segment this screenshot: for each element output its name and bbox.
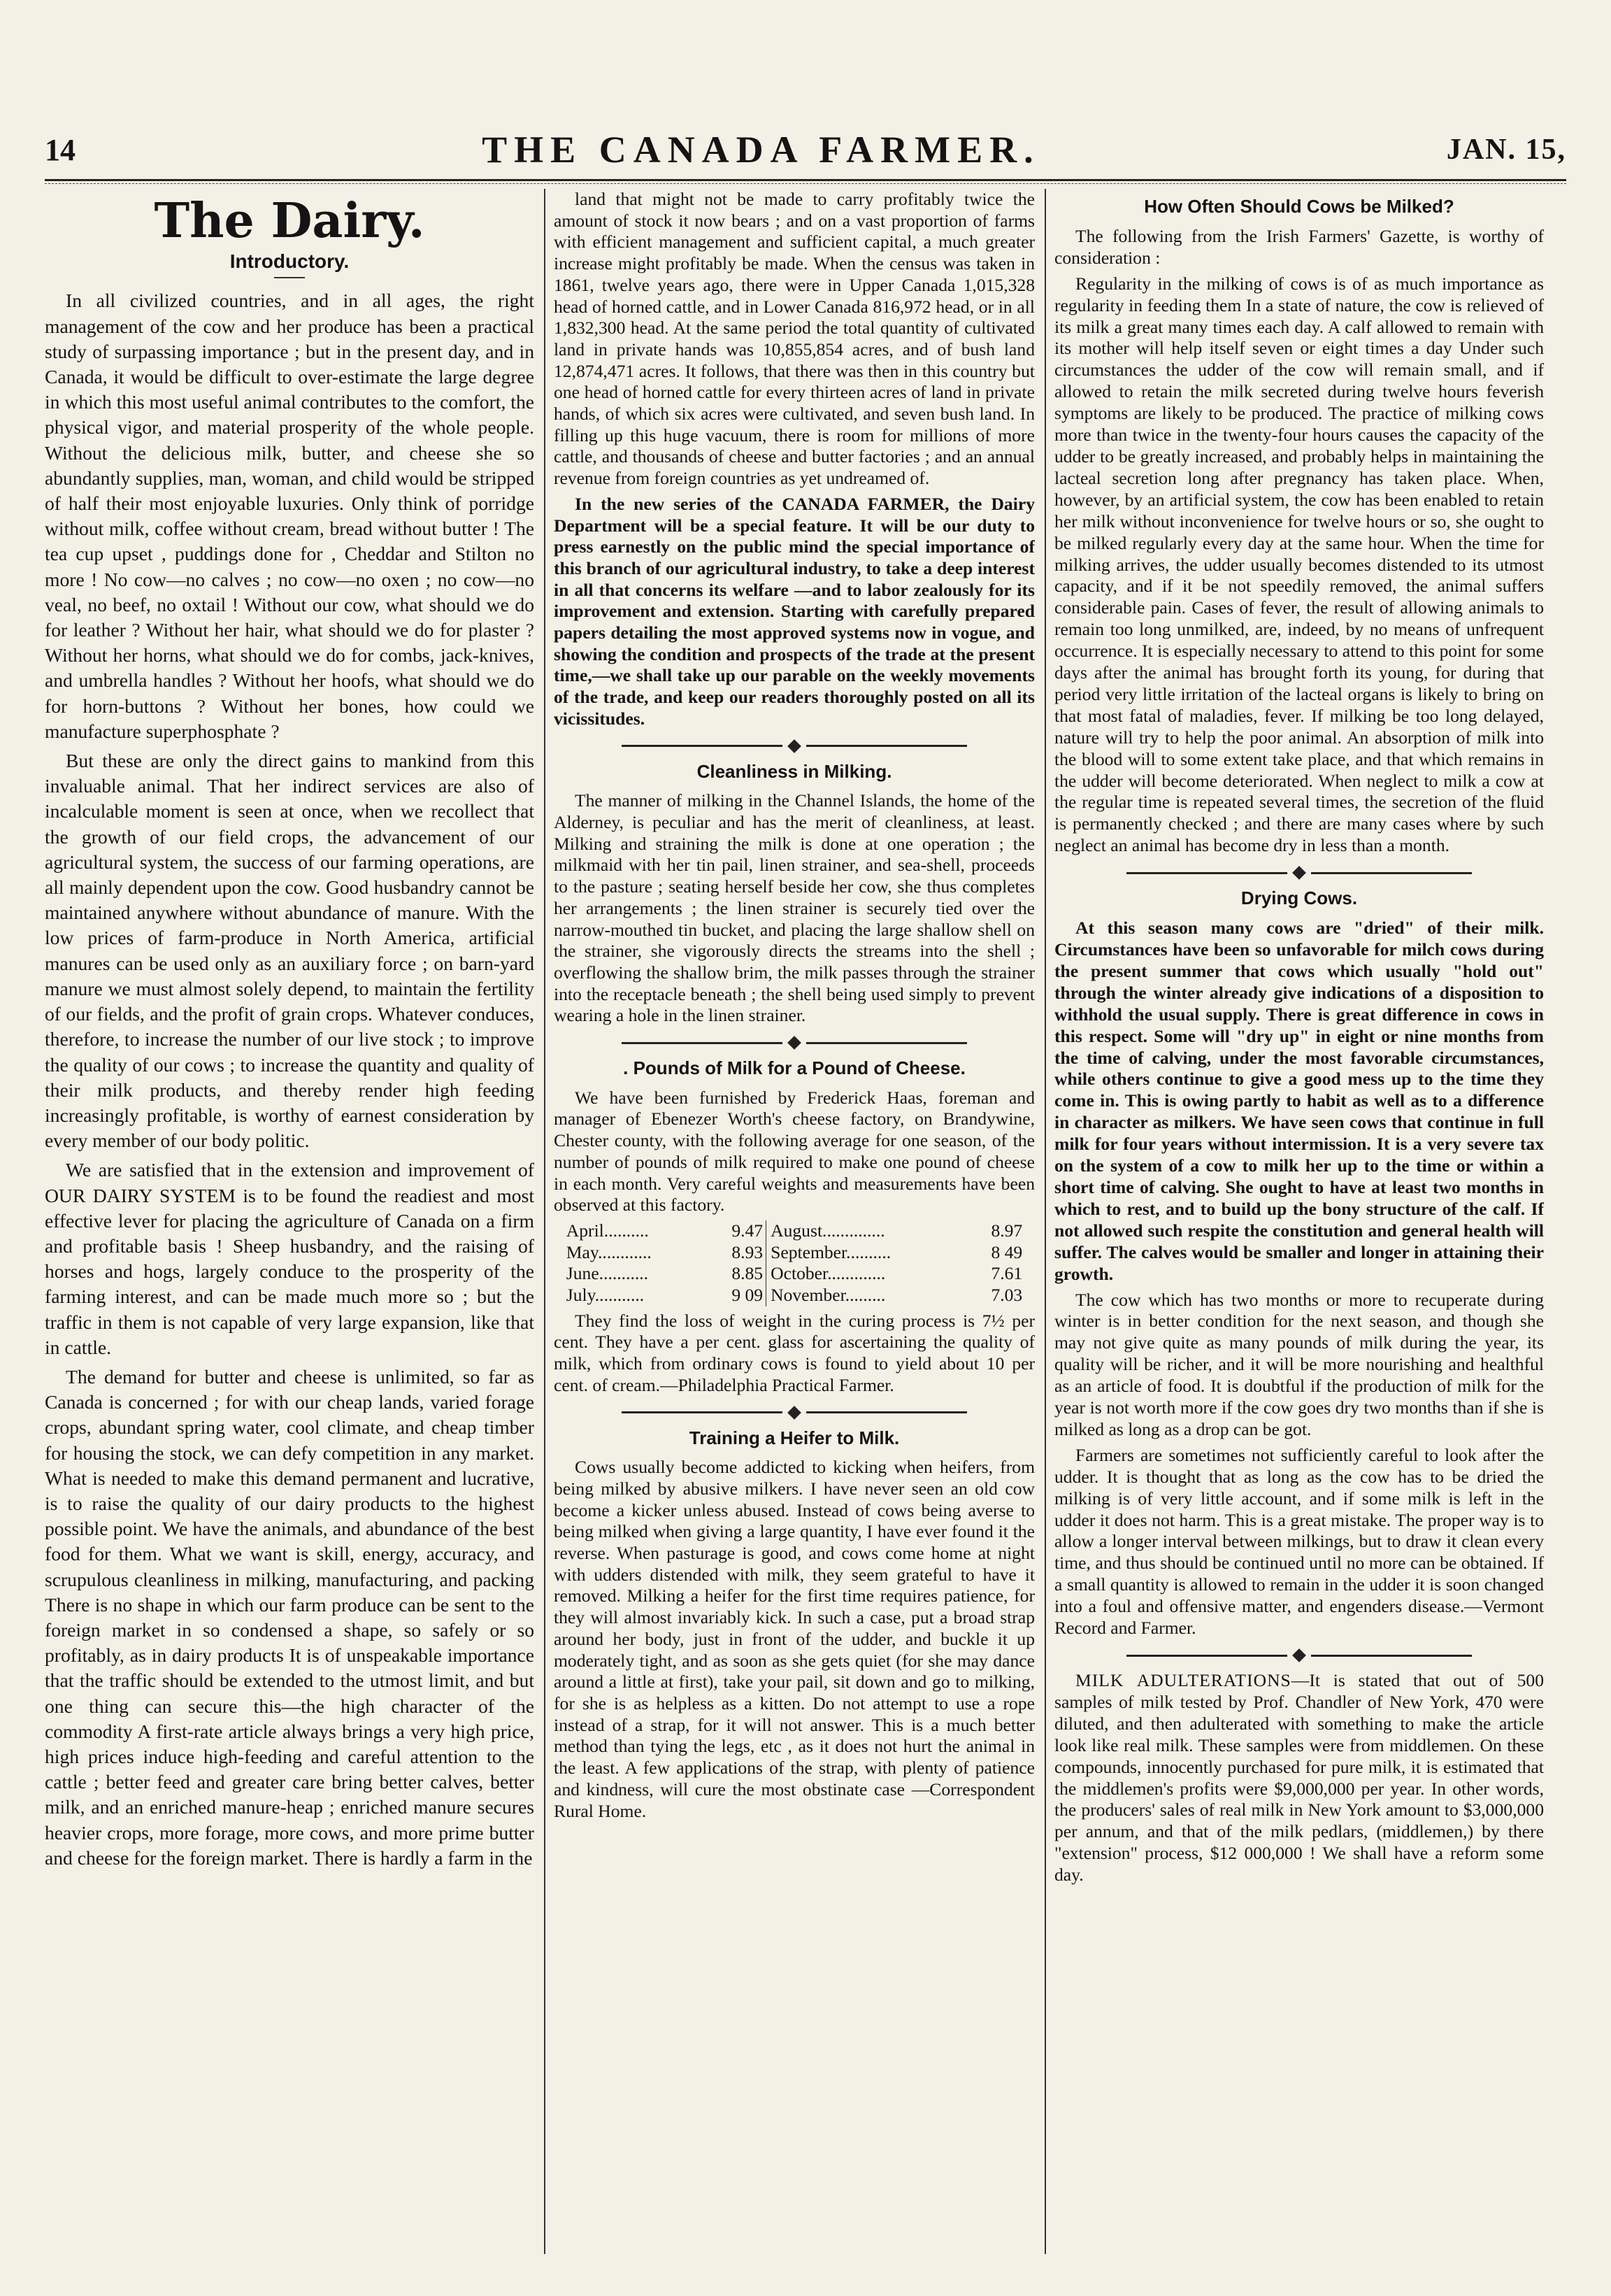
ornamental-divider [554,1038,1035,1048]
paragraph: The manner of milking in the Channel Islands, the home of the Alderney, is peculiar and has the merit of cleanliness, at least. Milking and straining the milk is done at one operation ; the milkmaid with her tin pail, linen strainer, and sea-shell, proceeds to the pasture ; seating herself beside her cow, she thus completes her arrangements ; the linen strainer is securely tied over the narrow-mouthed tin bucket, and placing the large shallow shell on the strainer, she vigorously directs the streams into the shell ; overflowing the shallow brim, the milk passes through the strainer into the receptacle beneath ; the shell being used simply to prevent wearing a hole in the linen strainer. [554,790,1035,1026]
month-cell: June........... [566,1263,649,1284]
paragraph: Cows usually become addicted to kicking when heifers, from being milked by abusive milkers. I have never seen an old cow become a kicker unless abused. Instead of cows being averse to being milked when giving a large quantity, I have ever found it the reverse. When pasturage is good, and cows come home at night with udders distended with milk, they seem grateful to have it removed. Milking a heifer for the first time requires patience, for they will almost invariably kick. In such a case, put a broad strap around her body, just in front of the udder, and buckle it up moderately tight, and as soon as she gets quiet (for she may dance around a little at first), take your pail, sit down and go to milking, for she is as helpless as a kitten. Do not attempt to use a rope instead of a strap, for it will not answer. This is a much better method than tying the legs, etc , as it does not hurt the animal in the least. A few applications of the strap, with plenty of patience and kindness, will cure the most obstinate case —Correspondent Rural Home. [554,1457,1035,1821]
paragraph: Farmers are sometimes not sufficiently careful to look after the udder. It is thought that as long as the cow has to be dried the milking is of very little account, and if some milk is left in the udder it does not harm. This is a great mistake. The proper way is to allow a longer interval between milkings, but to draw it clean every time, and thus should be continued until no more can be obtained. If a small quantity is allowed to remain in the udder it is soon changed into a foul and offensive matter, and engenders disease.—Vermont Record and Farmer. [1054,1444,1544,1639]
column-divider [1045,189,1046,2254]
paragraph: They find the loss of weight in the curing process is 7½ per cent. They have a per cent. glass for ascertaining the quality of milk, which from ordinary cows is found to yield about 10 per cent. of cream.—Philadelphia Practical Farmer. [554,1310,1035,1395]
masthead [45,124,1566,175]
issue-date: JAN. 15, [1446,134,1566,166]
paragraph-body: —It is stated that out of 500 samples of milk tested by Prof. Chandler of New York, 470 were diluted, and then adulterated with something to make the article look like real milk. These samples were from middlemen. On these compounds, innocently purchased for pure milk, it is estimated that the middlemen's profits were $9,000,000 per year. In other words, the producers' sales of real milk in New York amount to $3,000,000 per annum, and that of the milk pedlars, (middlemen,) by there "extension" process, $12 000,000 ! We shall have a reform some day. [1054,1670,1544,1885]
month-cell: July........... [566,1285,645,1306]
paragraph [1054,1670,1544,1886]
header-rule-dashed [45,183,1566,184]
paragraph: We have been furnished by Frederick Haas, foreman and manager of Ebenezer Worth's cheese factory, on Brandywine, Chester county, with the following average for one season, of the number of pounds of milk required to make one pound of cheese in each month. Very careful weights and measurements have been observed at this factory. [554,1087,1035,1215]
month-cell: May............ [566,1241,652,1262]
paragraph: land that might not be made to carry profitably twice the amount of stock it now bears ; and on a vast proportion of farms with efficient management and sufficient capital, a much greater increase might profitably be made. When the census was taken in 1861, twelve years ago, there were in Upper Canada 1,015,328 head of horned cattle, and in Lower Canada 816,972 head, or in all 1,832,300 head. At the same period the total quantity of cultivated land in private hands was 10,855,854 acres, and of bush land 12,874,471 acres. It follows, that there was then in this country but one head of horned cattle for every thirteen acres of land in private hands, of which six acres were cultivated, and seven bush land. In filling up this huge vacuum, there is room for millions of more cattle, and thousands of cheese and butter factories ; and an annual revenue from foreign countries as yet undreamed of. [554,189,1035,489]
value-cell: 8.93 [731,1241,764,1262]
subhead-rule [274,277,305,278]
value-cell: 8 49 [991,1241,1023,1262]
milk-per-cheese-table [564,1220,1025,1306]
ornamental-divider [1054,868,1544,878]
table-row [564,1242,1025,1264]
paragraph: Regularity in the milking of cows is of as much importance as regularity in feeding them In a state of nature, the cow is relieved of its milk a great many times each day. A calf allowed to remain with its mother will help itself seven or eight times a day Under such circumstances the udder of the cow will remain small, and if allowed to retain the milk secreted during twelve hours feverish symptoms are likely to be produced. The practice of milking cows more than twice in the twenty-four hours causes the capacity of the udder to be greatly increased, and probably helps in maintaining the lacteal secretion long after pregnancy has taken place. When, however, by an artificial system, the cow has been enabled to retain her milk without inconvenience for twelve hours or so, she ought to be milked regularly every day at the same hour. When the time for milking arrives, the udder usually becomes distended to its utmost capacity, and if it be not speedily removed, the animal suffers considerable pain. Cases of fever, the result of allowing animals to remain too long unmilked, are, indeed, by no means of unfrequent occurrence. It is especially necessary to attend to this point for some days after the animal has brought forth its young, for during that period very little irritation of the lacteal organs is likely to bring on that most fatal of maladies, fever. If milking be too long delayed, nature will try to help the poor animal. An absorption of milk into the blood will to some extent take place, and that which remains in the udder will become deteriorated. When neglect to milk a cow at the regular time is repeated several times, the secretion of the fluid is permanently checked ; and there are many cases where by such neglect an animal has become dry in less than a month. [1054,273,1544,856]
table-row [564,1220,1025,1242]
section-title: The Dairy. [154,193,425,249]
paragraph: At this season many cows are "dried" of their milk. Circumstances have been so unfavorable for milch cows during the present summer that cows which usually "hold out" through the winter already give indications of a disposition to withhold the usual supply. There is great difference in cows in this respect. Some will "dry up" in eight or nine months from the time of calving, under the most favorable circumstances, while others continue to give a good mess up to the time they come in. This is owing partly to habit as well as to a difference in character as milkers. We have seen cows that continue in full milk for four years without intermission. It is a very severe tax on the system of a cow to milk her up to the time or within a short time of calving. She ought to have at least two months in which to rest, and to build up the bony structure of the calf. If not allowed such respite the constitution and general health will suffer. The calves would be smaller and longer in attaining their growth. [1054,918,1544,1284]
newspaper-title: THE CANADA FARMER. [482,129,1040,171]
month-cell: April.......... [566,1220,649,1241]
month-cell: September.......... [771,1241,892,1262]
paragraph: The following from the Irish Farmers' Gazette, is worthy of consideration : [1054,225,1544,268]
header-rule [45,179,1566,181]
paragraph: The demand for butter and cheese is unlimited, so far as Canada is concerned ; for with our cheap lands, varied forage crops, abundant spring water, cool climate, and cheap timber for housing the stock, we can defy competition in any market. What is needed to make this demand permanent and lucrative, is to raise the quality of our dairy products to the highest possible point. We have the animals, and abundance of the best food for them. What we want is skill, energy, accuracy, and scrupulous cleanliness in milking, manufacturing, and packing There is no shape in which our farm produce can be sent to the foreign market in so condensed a shape, so safely or so profitably, as in dairy products It is of unspeakable importance that the traffic should be extended to the utmost limit, and but one thing can secure this—the high character of the commodity A first-rate article always brings a very high price, high prices induce high-feeding and careful attention to the cattle ; better feed and greater care bring better calves, better milk, and an enriched manure-heap ; enriched manure secures heavier crops, more forage, more cows, and more prime butter and cheese for the foreign market. There is hardly a farm in the [45,1365,534,1869]
paragraph: In the new series of the CANADA FARMER, the Dairy Department will be a special feature. It will be our duty to press earnestly on the public mind the special importance of this branch of our agricultural industry, to take a deep interest in all that concerns its welfare —and to labor zealously for its improvement and extension. Starting with carefully prepared papers detailing the most approved systems now in vogue, and showing the condition and prospects of the trade at the present time,—we shall take up our parable on the weekly movements of the trade, and keep our readers thoroughly posted on all its vicissitudes. [554,493,1035,729]
value-cell: 8.97 [991,1220,1023,1241]
page-number: 14 [45,132,76,167]
paragraph: But these are only the direct gains to mankind from this invaluable animal. That her indirect services are also of incalculable moment is seen at once, when we recollect that the growth of our field crops, the advancement of our agricultural system, the success of our farming operations, are all mainly dependent upon the cow. Good husbandry cannot be maintained anywhere without abundance of manure. With the low prices of farm-produce in North America, artificial manures can be used only as an auxiliary force ; on barn-yard manure we must almost solely depend, to maintain the fertility of our fields, and the profit of grain crops. Whatever conduces, therefore, to increase the number of our live stock ; to improve the quality of our cows ; to increase the quantity and quality of their milk products, and thereby render high feeding increasingly profitable, is worthy of earnest consideration by every member of our body politic. [45,750,534,1152]
article-heading: Training a Heifer to Milk. [689,1427,900,1448]
paragraph: In all civilized countries, and in all ages, the right management of the cow and her produce has been a practical study of surpassing importance ; but in the present day, and in Canada, it would be difficult to over-estimate the large degree in which this most useful animal contributes to the comfort, the physical vigor, and material prosperity of the whole people. Without the delicious milk, butter, and cheese she so abundantly supplies, man, woman, and child would be stripped of half their most enjoyable luxuries. Only think of porridge without milk, coffee without cream, bread without butter ! The tea cup upset , puddings done for , Cheddar and Stilton no more ! No cow—no calves ; no cow—no oxen ; no cow—no veal, no beef, no oxtail ! Without our cow, what should we do for leather ? Without her hair, what should we do for plaster ? Without her horns, what should we do for combs, jack-knives, and umbrella handles ? Without her hoofs, what should we do for horn-buttons ? Without her bones, how could we manufacture superphosphate ? [45,290,534,742]
article-subhead: Introductory. [229,250,350,273]
paragraph: We are satisfied that in the extension and improvement of OUR DAIRY SYSTEM is to be found the readiest and most effective lever for placing the agriculture of Canada on a firm and profitable basis ! Sheep husbandry, and the raising of horses and hogs, largely conduce to the prosperity of the farming interest, and can be made much more so ; but the traffic in them is not capable of very large expansion, like that in cattle. [45,1159,534,1358]
paragraph-lead: MILK ADULTERATIONS [1075,1670,1291,1690]
value-cell: 8.85 [731,1263,764,1284]
column-1 [45,189,534,2254]
column-divider [544,189,545,2254]
paragraph: The cow which has two months or more to recuperate during winter is in better condition for the next season, and though she may not give quite as many pounds of milk during the year, its quality will be richer, and it will be more nourishing and healthful as an article of food. It is doubtful if the production of milk for the year is not worth more if the cow goes dry two months than if she is milked as long as a drop can be got. [1054,1289,1544,1439]
article-heading: . Pounds of Milk for a Pound of Cheese. [623,1057,966,1079]
article-heading: Cleanliness in Milking. [696,760,892,782]
column-2 [554,189,1035,2254]
month-cell: October............. [771,1263,886,1284]
month-cell: November......... [771,1285,886,1306]
column-3 [1054,189,1544,2254]
value-cell: 7.03 [991,1285,1023,1306]
value-cell: 7.61 [991,1263,1023,1284]
ornamental-divider [554,741,1035,751]
table-row [564,1285,1025,1306]
table-row [564,1263,1025,1285]
ornamental-divider [554,1408,1035,1418]
value-cell: 9 09 [731,1285,764,1306]
month-cell: August.............. [771,1220,885,1241]
article-heading: How Often Should Cows be Milked? [1144,196,1454,217]
ornamental-divider [1054,1650,1544,1660]
article-heading: Drying Cows. [1240,887,1358,909]
value-cell: 9.47 [731,1220,764,1241]
